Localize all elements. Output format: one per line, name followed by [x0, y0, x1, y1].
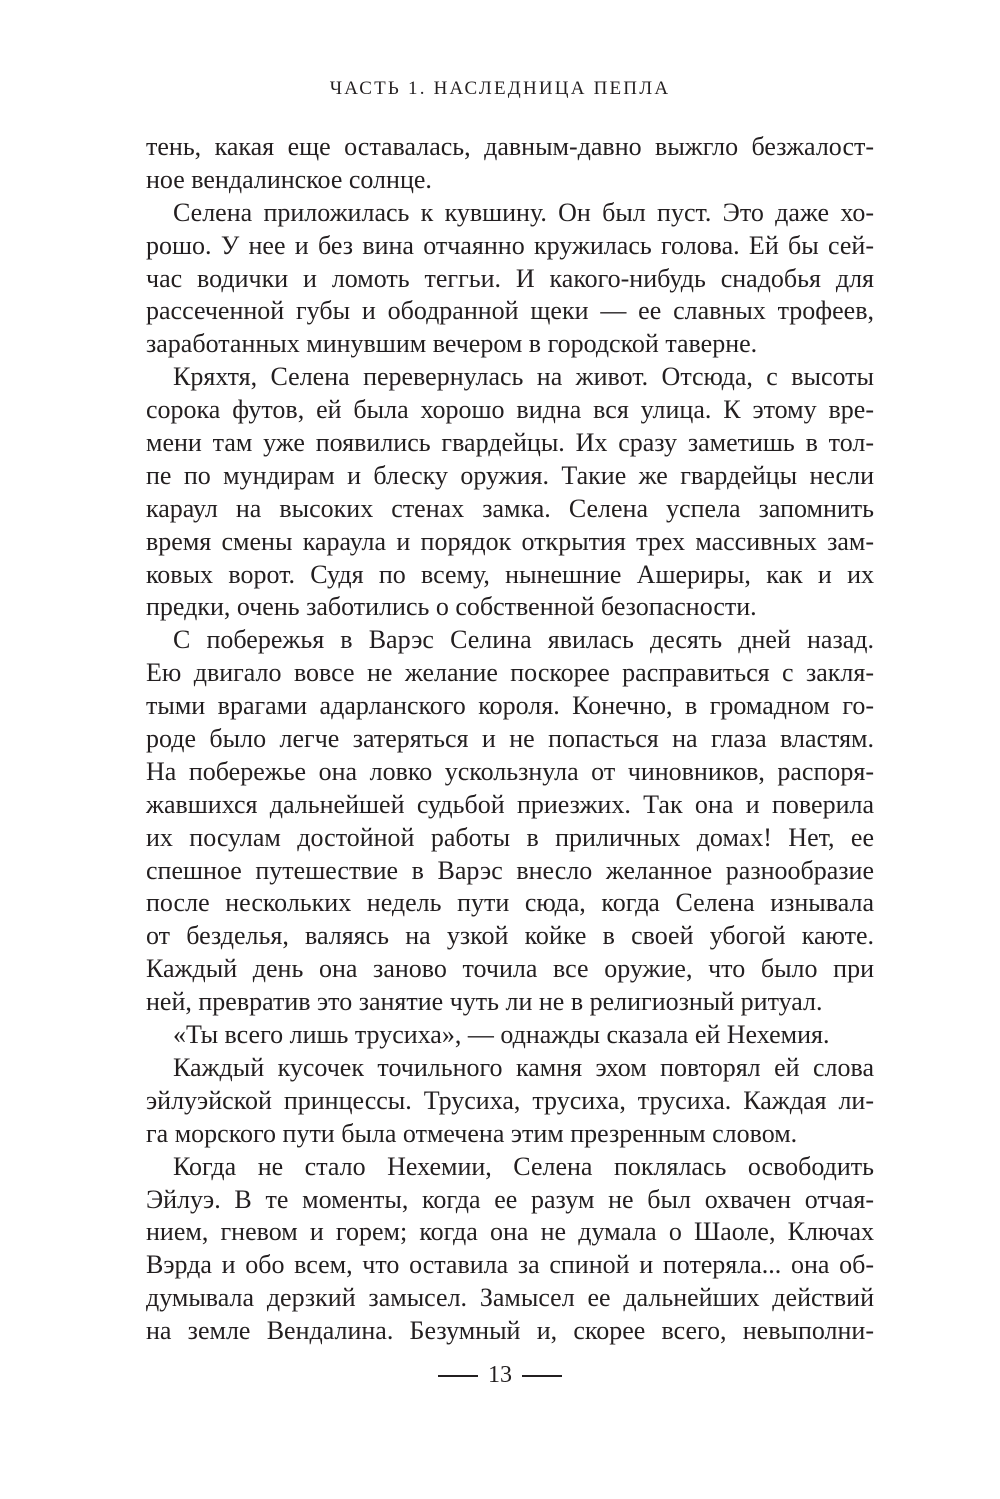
text-line: Каждый день она заново точила все оружие, что было при: [146, 954, 874, 984]
page-number: 13: [488, 1362, 512, 1388]
text-line: На побережье она ловко ускользнула от чиновников, распоря-: [146, 756, 874, 786]
text-line: ней, превратив это занятие чуть ли не в религиозный ритуал.: [146, 987, 823, 1017]
text-line: нием, гневом и горем; когда она не думала о Шаоле, Ключах: [146, 1217, 874, 1247]
text-line: от безделья, валяясь на узкой койке в своей убогой каюте.: [146, 921, 874, 951]
paragraph: [146, 1019, 874, 1052]
text-line: С побережья в Варэс Селина явилась десять дней назад.: [173, 625, 874, 655]
text-line: после нескольких недель пути сюда, когда Селена изнывала: [146, 888, 874, 918]
text-line: жавшихся дальнейшей судьбой приезжих. Так она и поверила: [146, 789, 874, 819]
text-line: тыми врагами адарланского короля. Конечно, в громадном го-: [146, 691, 874, 721]
text-line: Когда не стало Нехемии, Селена поклялась освободить: [173, 1151, 874, 1181]
text-line: Эйлуэ. В те моменты, когда ее разум не был охвачен отчая-: [146, 1184, 874, 1214]
text-line: эйлуэйской принцессы. Трусиха, трусиха, трусиха. Каждая ли-: [146, 1085, 874, 1115]
text-line: ное вендалинское солнце.: [146, 164, 432, 194]
text-line: ковых ворот. Судя по всему, нынешние Ашериры, как и их: [146, 559, 874, 589]
paragraph: [146, 197, 874, 361]
text-line: час водички и ломоть теггьи. И какого-нибудь снадобья для: [146, 263, 874, 293]
text-line: на земле Вендалина. Безумный и, скорее всего, невыполни-: [146, 1316, 874, 1346]
text-line: «Ты всего лишь трусиха», — однажды сказала ей Нехемия.: [173, 1020, 830, 1050]
folio-dash-left: [438, 1375, 478, 1377]
paragraph: [146, 1052, 874, 1151]
folio-dash-right: [522, 1375, 562, 1377]
text-line: тень, какая еще оставалась, давным-давно выжгло безжалост-: [146, 132, 874, 161]
text-line: Кряхтя, Селена перевернулась на живот. Отсюда, с высоты: [173, 362, 874, 392]
text-line: Вэрда и обо всем, что оставила за спиной и потеряла... она об-: [146, 1250, 874, 1280]
text-line: Каждый кусочек точильного камня эхом повторял ей слова: [173, 1052, 874, 1082]
text-line: роде было легче затеряться и не попасться на глаза властям.: [146, 724, 874, 754]
page-number-folio: [0, 1362, 1000, 1389]
text-line: предки, очень заботились о собственной безопасности.: [146, 592, 757, 622]
paragraph: [146, 361, 874, 624]
text-line: рошо. У нее и без вина отчаянно кружилась голова. Ей бы сей-: [146, 230, 874, 260]
paragraph: [146, 1151, 874, 1348]
text-line: Селена приложилась к кувшину. Он был пуст. Это даже хо-: [173, 197, 874, 227]
text-line: мени там уже появились гвардейцы. Их сразу заметишь в тол-: [146, 428, 874, 458]
text-line: га морского пути была отмечена этим презренным словом.: [146, 1118, 798, 1148]
text-line: заработанных минувшим вечером в городской таверне.: [146, 329, 758, 359]
running-header: ЧАСТЬ 1. НАСЛЕДНИЦА ПЕПЛА: [329, 78, 671, 99]
paragraph: [146, 624, 874, 1019]
text-line: рассеченной губы и ободранной щеки — ее славных трофеев,: [146, 296, 874, 326]
text-line: спешное путешествие в Варэс внесло желанное разнообразие: [146, 855, 874, 885]
text-line: караул на высоких стенах замка. Селена успела запомнить: [146, 493, 874, 523]
text-line: их посулам достойной работы в приличных домах! Нет, ее: [146, 822, 874, 852]
text-line: время смены караула и порядок открытия трех массивных зам-: [146, 526, 874, 556]
paragraph: [146, 131, 874, 197]
body-text: [146, 131, 874, 1348]
text-line: Ею двигало вовсе не желание поскорее расправиться с закля-: [146, 658, 874, 688]
text-line: думывала дерзкий замысел. Замысел ее дальнейших действий: [146, 1283, 874, 1313]
text-line: пе по мундирам и блеску оружия. Такие же гвардейцы несли: [146, 460, 874, 490]
text-line: сорока футов, ей была хорошо видна вся улица. К этому вре-: [146, 395, 874, 425]
